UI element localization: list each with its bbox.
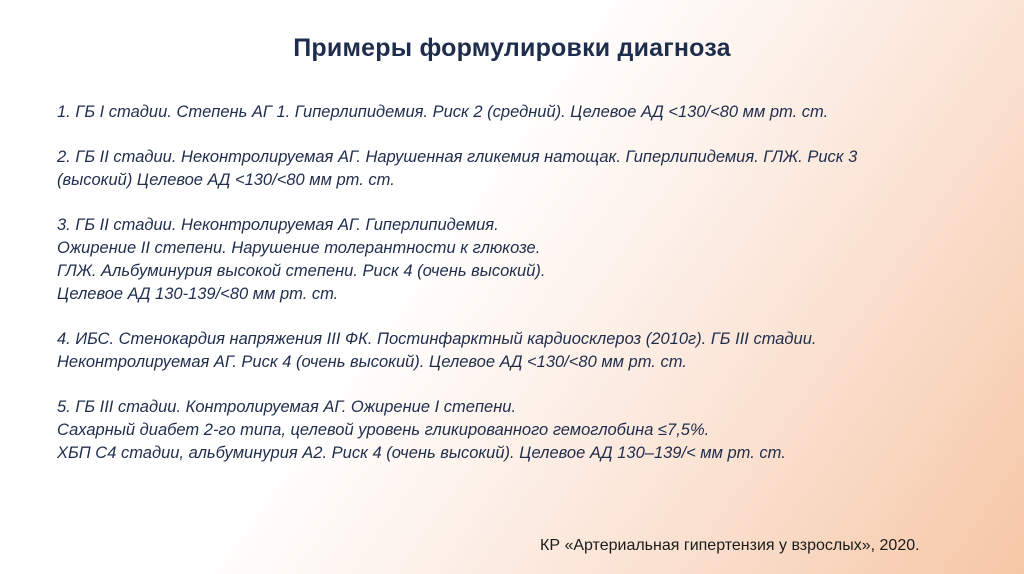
- example-text-line: Целевое АД 130-139/<80 мм рт. ст.: [57, 285, 339, 303]
- diagnosis-example-1: [57, 101, 997, 124]
- example-text-line: 3. ГБ II стадии. Неконтролируемая АГ. Гиперлипидемия.: [57, 216, 499, 234]
- example-text-line: 1. ГБ I стадии. Степень АГ 1. Гиперлипидемия. Риск 2 (средний). Целевое АД <130/<80 мм рт. ст.: [57, 103, 829, 121]
- diagnosis-example-3: [57, 214, 997, 306]
- diagnosis-example-4: [57, 328, 997, 374]
- diagnosis-example-5: [57, 396, 997, 465]
- example-text-line: (высокий) Целевое АД <130/<80 мм рт. ст.: [57, 171, 395, 189]
- slide-title: Примеры формулировки диагноза: [293, 34, 731, 62]
- example-text-line: ГЛЖ. Альбуминурия высокой степени. Риск 4 (очень высокий).: [57, 262, 546, 280]
- source-citation: КР «Артериальная гипертензия у взрослых», 2020.: [540, 537, 920, 554]
- example-text-line: 4. ИБС. Стенокардия напряжения III ФК. Постинфарктный кардиосклероз (2010г). ГБ III стадии.: [57, 330, 817, 348]
- example-text-line: Ожирение II степени. Нарушение толерантности к глюкозе.: [57, 239, 541, 257]
- example-text-line: 5. ГБ III стадии. Контролируемая АГ. Ожирение I степени.: [57, 398, 517, 416]
- diagnosis-examples-list: [57, 101, 997, 487]
- example-text-line: 2. ГБ II стадии. Неконтролируемая АГ. Нарушенная гликемия натощак. Гиперлипидемия. ГЛЖ. Риск 3: [57, 148, 858, 166]
- diagnosis-example-2: [57, 146, 997, 192]
- example-text-line: Неконтролируемая АГ. Риск 4 (очень высокий). Целевое АД <130/<80 мм рт. ст.: [57, 353, 687, 371]
- example-text-line: ХБП С4 стадии, альбуминурия А2. Риск 4 (очень высокий). Целевое АД 130–139/< мм рт. ст.: [57, 444, 786, 462]
- example-text-line: Сахарный диабет 2-го типа, целевой уровень гликированного гемоглобина ≤7,5%.: [57, 421, 710, 439]
